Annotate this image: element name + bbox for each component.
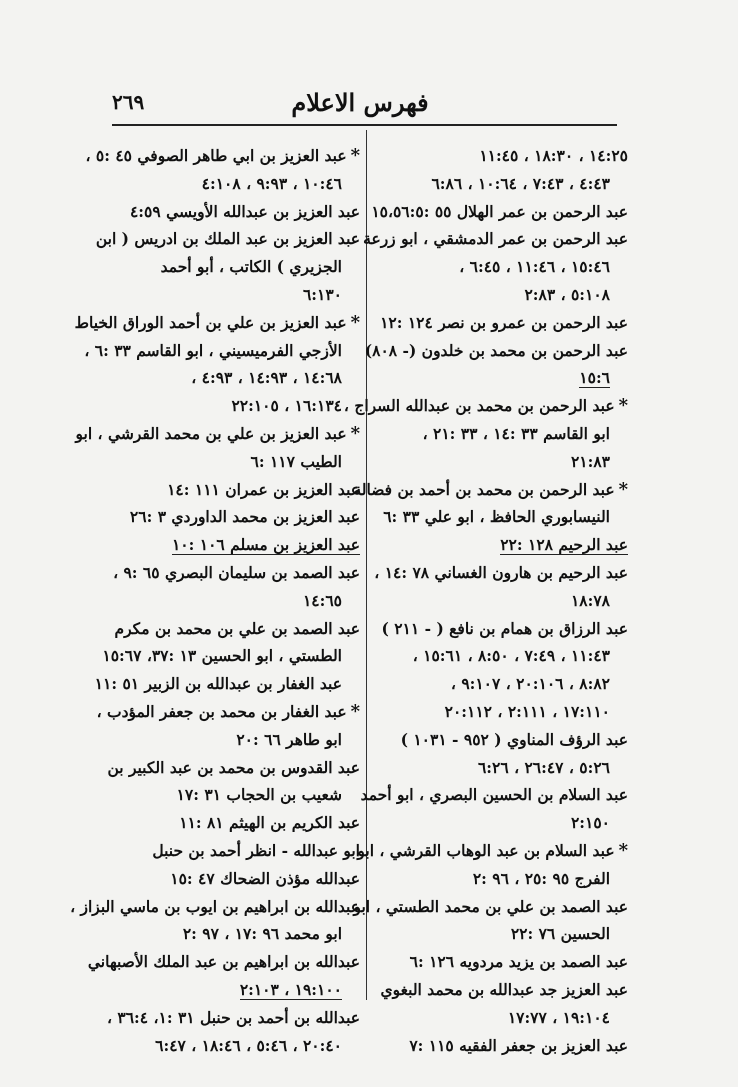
entry-text: عبد الرزاق بن همام بن نافع ( - ٢١١ ) [381, 618, 628, 638]
index-entry [353, 476, 628, 532]
entry-continuation-line [84, 337, 360, 365]
entry-continuation-line [372, 448, 628, 476]
entry-heading-line [372, 726, 628, 754]
entry-heading-line [102, 754, 360, 782]
index-entry [357, 837, 628, 893]
entry-text: شعيب بن الحجاب ٣١ :١٧ [176, 785, 342, 805]
index-entry [372, 615, 628, 726]
index-entry [102, 754, 360, 810]
index-entry [87, 948, 360, 1004]
entry-text: ١٦:١٣٤ ، ٢٢:١٠٥ [231, 396, 342, 416]
entry-text: عبد العزيز بن جعفر الفقيه ١١٥ :٧ [409, 1035, 628, 1055]
entry-text: ١١:٤٣ ، ٧:٤٩ ، ٨:٥٠ ، ١٥:٦١ ، [412, 646, 610, 666]
entry-heading-line [102, 476, 360, 504]
entry-text: ٦:١٣٠ [302, 284, 342, 304]
entry-heading-line [372, 559, 628, 587]
entry-text: ٥:٢٦ ، ٢٦:٤٧ ، ٦:٢٦ [477, 757, 610, 777]
entry-heading-line [102, 615, 360, 643]
entry-text: عبد الرحمن بن عمرو بن نصر ١٢٤ :١٢ [380, 312, 628, 332]
entry-text: ١٨:٧٨ [570, 590, 610, 610]
entry-text: عبدالله بن ابراهيم بن ايوب بن ماسي البزاز ، [70, 896, 360, 916]
index-entry [372, 142, 628, 198]
entry-continuation-line [372, 170, 628, 198]
entry-heading-line [363, 225, 628, 253]
entry-continuation-line [372, 865, 628, 893]
entry-continuation-line [102, 1032, 360, 1060]
entry-text: ١٥:٤٦ ، ١١:٤٦ ، ٦:٤٥ ، [459, 257, 610, 277]
entry-text: عبد السلام بن عبد الوهاب القرشي ، ابو [357, 840, 615, 860]
index-entry [353, 893, 628, 949]
entry-text: ٥:١٠٨ ، ٢:٨٣ [524, 284, 610, 304]
entry-text: ٢٠:٤٠ ، ٥:٤٦ ، ١٨:٤٦ ، ٦:٤٧ [155, 1035, 342, 1055]
entry-continuation-line [102, 976, 360, 1004]
entry-continuation-line [372, 698, 628, 726]
page-number: ٢٦٩ [112, 90, 145, 114]
entry-text: الفرج ٩٥ :٢٥ ، ٩٦ :٢ [472, 868, 610, 888]
index-entry [102, 476, 360, 504]
entry-heading-line [102, 531, 360, 559]
entry-heading-line [372, 1032, 628, 1060]
index-entry [102, 837, 360, 865]
entry-text: ابو عبدالله - انظر أحمد بن حنبل [152, 840, 360, 860]
entry-text: ١٧:١١٠ ، ٢:١١١ ، ٢٠:١١٢ [444, 701, 610, 721]
entry-heading-line [343, 392, 628, 420]
entry-heading-line [372, 948, 628, 976]
entry-continuation-line [372, 754, 628, 782]
entry-text: عبد العزيز بن ابي طاهر الصوفي ٤٥ :٥ ، [85, 146, 347, 165]
entry-text: عبد الرحيم ١٢٨ :٢٢ [500, 535, 628, 555]
entry-continuation-line [102, 392, 360, 420]
entry-text: ابو القاسم ٣٣ :١٤ ، ٣٣ :٢١ ، [422, 423, 610, 443]
page-header [100, 88, 620, 124]
entry-continuation-line [372, 281, 628, 309]
entry-heading-line [95, 225, 360, 253]
index-entry [102, 503, 360, 531]
entry-continuation-line [372, 503, 628, 531]
entry-text: عبد الرحيم بن هارون الغساني ٧٨ :١٤ ، [374, 562, 628, 582]
index-entry [372, 531, 628, 559]
index-entry [360, 781, 628, 837]
entry-heading-line [75, 420, 360, 448]
index-entry [85, 142, 360, 198]
entry-heading-line [96, 698, 360, 726]
entry-heading-line [85, 142, 360, 170]
entry-text: الأزجي الفرميسيني ، ابو القاسم ٣٣ :٦ ، [84, 340, 342, 360]
entry-text: عبد الرحمن بن عمر الدمشقي ، ابو زرعة [363, 229, 628, 249]
entry-continuation-line [372, 420, 628, 448]
entry-text: عبدالله بن أحمد بن حنبل ٣١ :١، ٣٦:٤ ، [106, 1007, 360, 1027]
asterisk-marker: * [618, 478, 628, 500]
entry-continuation-line [102, 281, 360, 309]
entry-heading-line [357, 837, 628, 865]
entry-continuation-line [372, 253, 628, 281]
entry-continuation-line [102, 170, 360, 198]
entry-text: عبد العزيز جد عبدالله بن محمد البغوي [380, 979, 628, 999]
entry-text: عبد العزيز بن مسلم ١٠٦ :١٠ [171, 535, 360, 555]
entry-continuation-line [102, 781, 360, 809]
entry-text: عبد العزيز بن عمران ١١١ :١٤ [167, 479, 360, 499]
entry-text: ٢:١٥٠ [570, 813, 610, 833]
entry-text: الطستي ، ابو الحسين ١٣ :٣٧، ١٥:٦٧ [102, 646, 342, 666]
entry-heading-line [372, 976, 628, 1004]
entry-heading-line [372, 198, 628, 226]
index-entry [102, 531, 360, 559]
entry-text: عبد العزيز بن عبد الملك بن ادريس ( ابن [95, 229, 360, 249]
entry-text: ٨:٨٢ ، ٢٠:١٠٦ ، ٩:١٠٧ ، [450, 674, 610, 694]
entry-text: ١٤:٦٥ [302, 590, 342, 610]
entry-text: ٢١:٨٣ [570, 451, 610, 471]
entry-text: ١٤:٢٥ ، ١٨:٣٠ ، ١١:٤٥ [479, 146, 628, 165]
entry-text: عبد العزيز بن علي بن محمد القرشي ، ابو [75, 423, 347, 443]
entry-heading-line [87, 948, 360, 976]
entry-text: عبد الغفار بن محمد بن جعفر المؤدب ، [96, 701, 347, 721]
entry-heading-line [102, 865, 360, 893]
entry-text: الجزيري ) الكاتب ، أبو أحمد [160, 257, 342, 277]
entry-text: عبد الغفار بن عبدالله بن الزبير ٥١ :١١ [94, 674, 342, 694]
page-title: فهرس الاعلام [291, 88, 429, 117]
entry-text: عبد السلام بن الحسين البصري ، ابو أحمد [360, 785, 628, 805]
entry-heading-line [102, 837, 360, 865]
entry-heading-line [360, 781, 628, 809]
left-column [70, 142, 360, 1059]
index-entry [75, 420, 360, 476]
entry-text: عبد القدوس بن محمد بن عبد الكبير بن [107, 757, 360, 777]
index-entry [372, 976, 628, 1032]
entry-text: النيسابوري الحافظ ، ابو علي ٣٣ :٦ [383, 507, 610, 527]
index-entry [74, 309, 360, 420]
entry-text: عبد الرحمن بن محمد بن أحمد بن فضالة [353, 479, 615, 499]
entry-text: ١٥:٦ [579, 368, 610, 388]
asterisk-marker: * [350, 145, 360, 166]
index-entry [343, 392, 628, 475]
entry-text: عبد العزيز بن محمد الداوردي ٣ :٢٦ [129, 507, 360, 527]
index-entry [372, 198, 628, 226]
entry-heading-line [102, 809, 360, 837]
entry-continuation-line [372, 587, 628, 615]
entry-text: عبد العزيز بن عبدالله الأويسي ٤:٥٩ [129, 201, 360, 221]
entry-continuation-line [102, 587, 360, 615]
entry-text: عبد الرحمن بن محمد بن عبدالله السراج ، [343, 396, 615, 416]
asterisk-marker: * [350, 422, 360, 444]
asterisk-marker: * [350, 311, 360, 333]
entry-continuation-line [372, 920, 628, 948]
index-entry [102, 809, 360, 837]
entry-text: الحسين ٧٦ :٢٢ [510, 924, 610, 944]
entry-heading-line [372, 615, 628, 643]
entry-text: عبد الكريم بن الهيثم ٨١ :١١ [179, 813, 360, 833]
index-entry [102, 865, 360, 893]
entry-continuation-line [372, 364, 628, 392]
index-entry [363, 225, 628, 308]
index-entry [372, 559, 628, 615]
index-entry [95, 225, 360, 308]
index-entry [364, 337, 628, 393]
index-entry [102, 198, 360, 226]
index-entry [70, 893, 360, 949]
entry-heading-line [372, 531, 628, 559]
column-divider [366, 130, 367, 1000]
index-entry [102, 1004, 360, 1060]
entry-continuation-line [94, 670, 360, 698]
entry-text: ١٠:٤٦ ، ٩:٩٣ ، ٤:١٠٨ [201, 173, 342, 193]
entry-text: ابو طاهر ٦٦ :٢٠ [236, 729, 342, 749]
entry-text: الطيب ١١٧ :٦ [250, 451, 342, 471]
entry-text: عبد الصمد بن علي بن محمد بن مكرم [114, 618, 360, 638]
entry-text: ٤:٤٣ ، ٧:٤٣ ، ١٠:٦٤ ، ٦:٨٦ [431, 173, 610, 193]
header-rule [112, 124, 617, 126]
entry-continuation-line [372, 670, 628, 698]
entry-heading-line [372, 142, 628, 170]
entry-text: ابو محمد ٩٦ :١٧ ، ٩٧ :٢ [182, 924, 342, 944]
entry-text: ١٤:٦٨ ، ١٤:٩٣ ، ٤:٩٣ ، [191, 368, 342, 388]
index-entry [372, 726, 628, 782]
entry-continuation-line [102, 448, 360, 476]
entry-continuation-line [102, 920, 360, 948]
entry-text: ١٩:١٠٠ ، ٢:١٠٣ [239, 979, 342, 999]
entry-heading-line [372, 309, 628, 337]
entry-text: عبدالله بن ابراهيم بن عبد الملك الأصبهاني [87, 952, 360, 972]
entry-continuation-line [372, 1004, 628, 1032]
index-entry [372, 309, 628, 337]
entry-text: عبد الرحمن بن عمر الهلال ٥٥ :١٥،٥٦:٥ [371, 201, 628, 221]
entry-heading-line [74, 309, 360, 337]
asterisk-marker: * [618, 395, 628, 417]
entry-continuation-line [102, 726, 360, 754]
entry-text: عبد الصمد بن سليمان البصري ٦٥ :٩ ، [113, 562, 360, 582]
entry-heading-line [364, 337, 628, 365]
entry-heading-line [353, 893, 628, 921]
asterisk-marker: * [350, 700, 360, 722]
entry-heading-line [102, 198, 360, 226]
entry-text: عبد العزيز بن علي بن أحمد الوراق الخياط [74, 312, 347, 332]
entry-heading-line [70, 893, 360, 921]
entry-heading-line [102, 503, 360, 531]
index-entry [96, 698, 360, 754]
asterisk-marker: * [618, 839, 628, 861]
entry-continuation-line [102, 642, 360, 670]
entry-text: عبد الصمد بن يزيد مردويه ١٢٦ :٦ [409, 952, 628, 972]
index-entry [372, 948, 628, 976]
entry-continuation-line [372, 642, 628, 670]
entry-continuation-line [372, 809, 628, 837]
index-entry [102, 559, 360, 615]
right-column [343, 142, 628, 1059]
entry-heading-line [353, 476, 628, 504]
entry-heading-line [102, 559, 360, 587]
entry-text: عبد الرؤف المناوي ( ٩٥٢ - ١٠٣١ ) [400, 729, 628, 749]
entry-text: عبد الصمد بن علي بن محمد الطستي ، ابو [353, 896, 628, 916]
entry-text: ١٩:١٠٤ ، ١٧:٧٧ [507, 1007, 610, 1027]
entry-heading-line [102, 1004, 360, 1032]
entry-text: عبد الرحمن بن محمد بن خلدون (- ٨٠٨) [364, 340, 628, 360]
entry-text: عبدالله مؤذن الضحاك ٤٧ :١٥ [170, 868, 360, 888]
entry-continuation-line [102, 364, 360, 392]
index-entry [372, 1032, 628, 1060]
index-entry [94, 615, 360, 698]
entry-continuation-line [102, 253, 360, 281]
